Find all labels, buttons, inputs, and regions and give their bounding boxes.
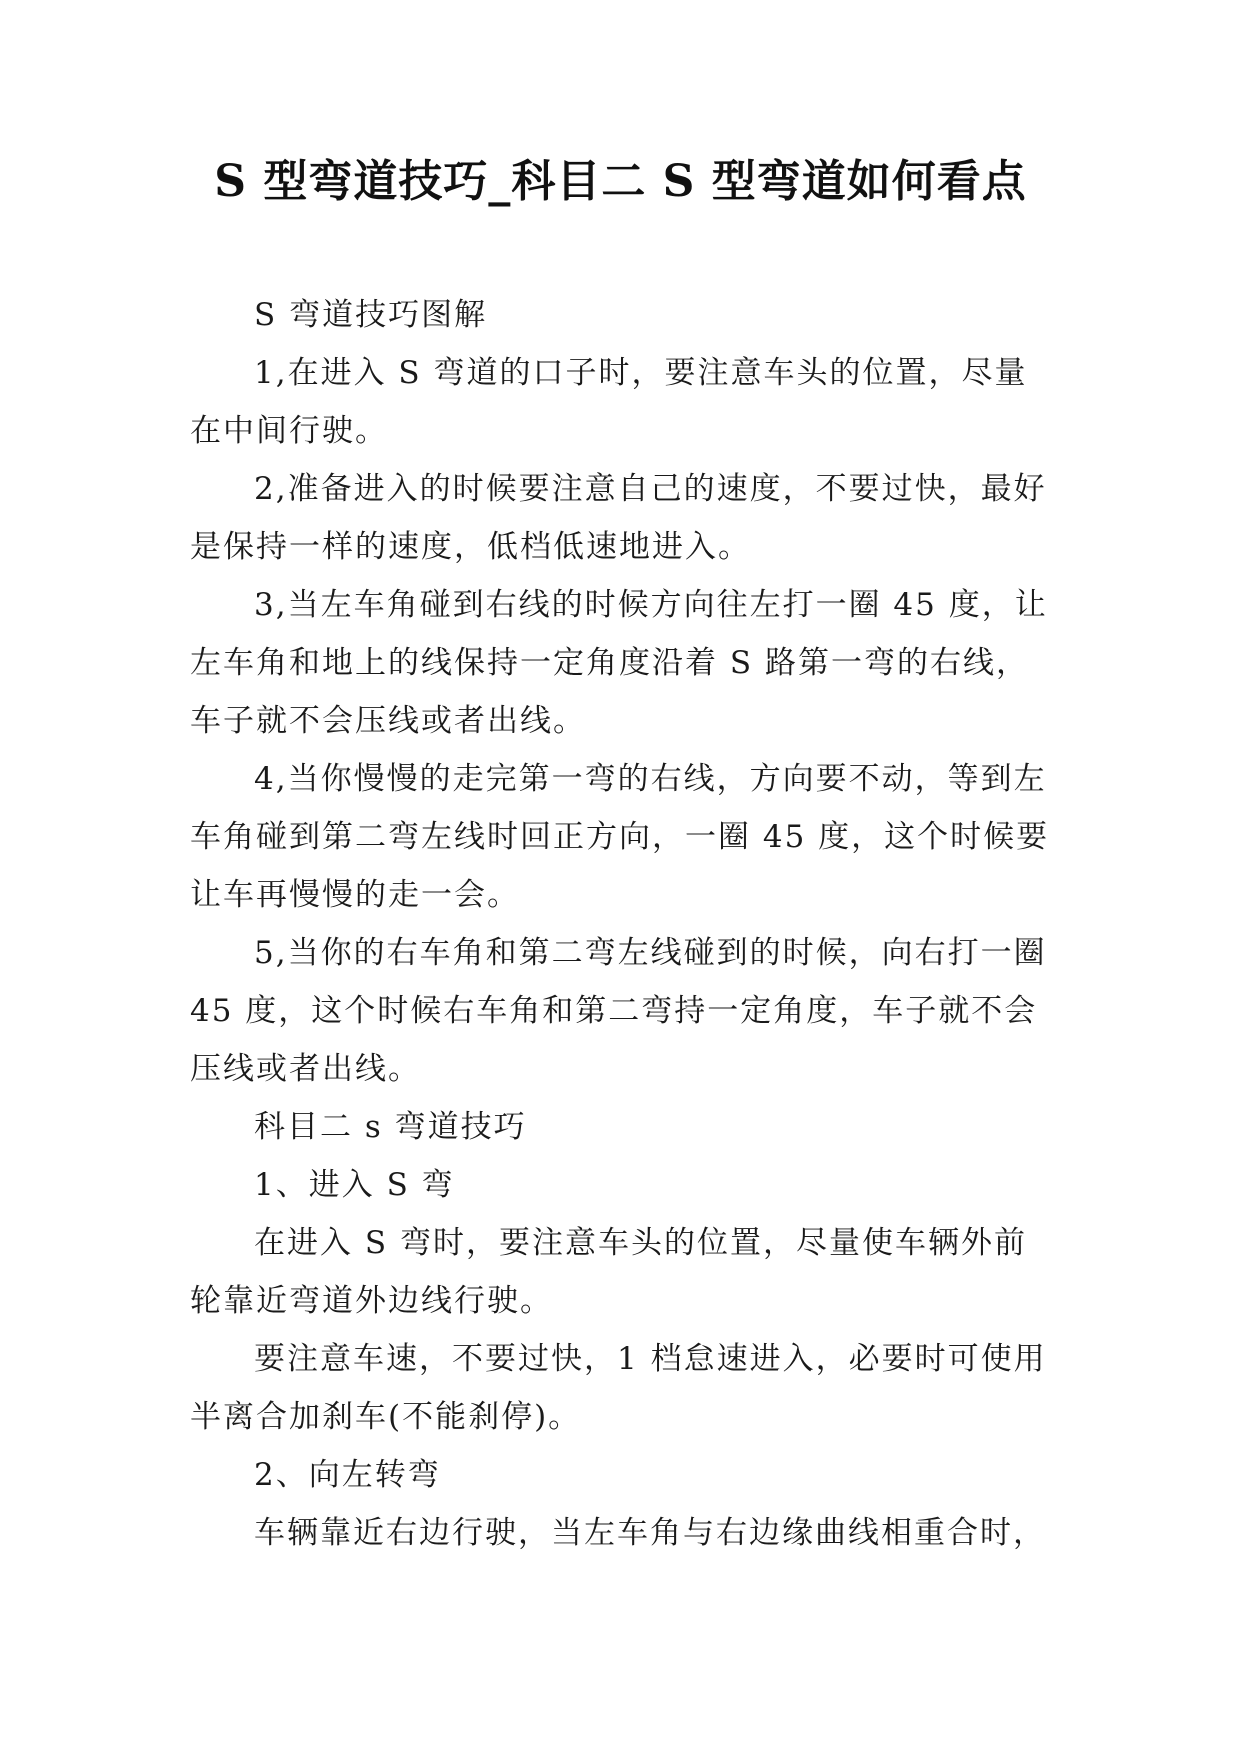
paragraph-heading-turn-left: 2、向左转弯 xyxy=(254,1457,441,1493)
paragraph-heading-enter-s-curve: 1、进入 S 弯 xyxy=(254,1167,455,1203)
paragraph-step-5: 5,当你的右车角和第二弯左线碰到的时候，向右打一圈 45 度，这个时候右车角和第二弯持一定角度，车子就不会压线或者出线。 xyxy=(190,935,1047,1087)
paragraph-step-1: 1,在进入 S 弯道的口子时，要注意车头的位置，尽量在中间行驶。 xyxy=(190,355,1028,449)
document-title: S 型弯道技巧_科目二 S 型弯道如何看点 xyxy=(214,156,1027,207)
paragraph-heading-subject-two: 科目二 s 弯道技巧 xyxy=(254,1109,527,1145)
paragraph-enter-position: 在进入 S 弯时，要注意车头的位置，尽量使车辆外前轮靠近弯道外边线行驶。 xyxy=(190,1225,1027,1319)
paragraph-step-2: 2,准备进入的时候要注意自己的速度，不要过快，最好是保持一样的速度，低档低速地进入。 xyxy=(190,471,1047,565)
paragraph-enter-speed: 要注意车速，不要过快，1 档怠速进入，必要时可使用半离合加刹车(不能刹停)。 xyxy=(190,1341,1047,1435)
paragraph-step-3: 3,当左车角碰到右线的时候方向往左打一圈 45 度，让左车角和地上的线保持一定角度沿着 S 路第一弯的右线，车子就不会压线或者出线。 xyxy=(190,587,1048,739)
document-body xyxy=(190,286,1050,1562)
paragraph-step-4: 4,当你慢慢的走完第一弯的右线，方向要不动，等到左车角碰到第二弯左线时回正方向，一圈 45 度，这个时候要让车再慢慢的走一会。 xyxy=(190,761,1050,913)
paragraph-turn-left-detail: 车辆靠近右边行驶，当左车角与右边缘曲线相重合时， xyxy=(254,1515,1046,1551)
paragraph-heading-s-curve-diagram: S 弯道技巧图解 xyxy=(254,297,488,333)
